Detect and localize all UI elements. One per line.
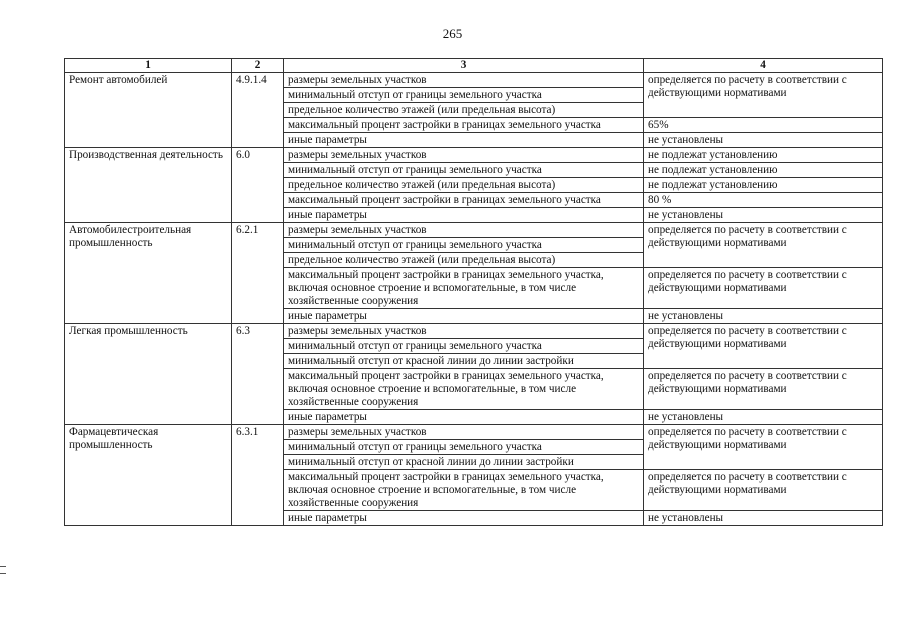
parameter-value: не подлежат установлению [644, 178, 883, 193]
parameter-value: 65% [644, 118, 883, 133]
parameter-name: минимальный отступ от границы земельного участка [284, 88, 644, 103]
parameter-value: 80 % [644, 193, 883, 208]
parameter-name: минимальный отступ от красной линии до линии застройки [284, 354, 644, 369]
parameter-name: иные параметры [284, 410, 644, 425]
parameter-name: размеры земельных участков [284, 73, 644, 88]
land-use-code: 6.3.1 [232, 425, 284, 526]
parameter-name: максимальный процент застройки в границах земельного участка, включая основное строение и вспомогательные, в том числе хозяйственные сооружения [284, 369, 644, 410]
parameter-value: не подлежат установлению [644, 148, 883, 163]
parameter-name: минимальный отступ от границы земельного участка [284, 339, 644, 354]
parameter-name: размеры земельных участков [284, 148, 644, 163]
column-header: 1 [65, 59, 232, 73]
parameter-value: не установлены [644, 309, 883, 324]
land-use-code: 6.3 [232, 324, 284, 425]
land-use-name: Производственная деятельность [65, 148, 232, 223]
table-row [65, 73, 883, 88]
parameter-name: предельное количество этажей (или предельная высота) [284, 103, 644, 118]
table-row [65, 425, 883, 440]
parameter-value: определяется по расчету в соответствии с действующими нормативами [644, 425, 883, 470]
parameter-value: не установлены [644, 410, 883, 425]
land-use-name: Фармацевтическая промышленность [65, 425, 232, 526]
column-header: 4 [644, 59, 883, 73]
parameter-name: иные параметры [284, 133, 644, 148]
table-row [65, 148, 883, 163]
parameter-value: определяется по расчету в соответствии с действующими нормативами [644, 470, 883, 511]
parameter-value: определяется по расчету в соответствии с действующими нормативами [644, 324, 883, 369]
parameter-name: максимальный процент застройки в границах земельного участка [284, 118, 644, 133]
parameter-value: определяется по расчету в соответствии с действующими нормативами [644, 369, 883, 410]
parameter-name: минимальный отступ от границы земельного участка [284, 238, 644, 253]
parameter-name: размеры земельных участков [284, 223, 644, 238]
parameter-name: иные параметры [284, 511, 644, 526]
land-use-name: Автомобилестроительная промышленность [65, 223, 232, 324]
parameter-name: максимальный процент застройки в границах земельного участка, включая основное строение и вспомогательные, в том числе хозяйственные сооружения [284, 470, 644, 511]
parameter-value: не установлены [644, 208, 883, 223]
parameter-name: иные параметры [284, 309, 644, 324]
parameter-name: размеры земельных участков [284, 324, 644, 339]
margin-mark [0, 566, 6, 574]
parameter-value: не подлежат установлению [644, 163, 883, 178]
column-header: 3 [284, 59, 644, 73]
table-row [65, 223, 883, 238]
parameter-name: предельное количество этажей (или предельная высота) [284, 178, 644, 193]
parameter-value: определяется по расчету в соответствии с действующими нормативами [644, 268, 883, 309]
land-use-name: Легкая промышленность [65, 324, 232, 425]
parameter-name: предельное количество этажей (или предельная высота) [284, 253, 644, 268]
parameter-value: не установлены [644, 133, 883, 148]
header-row [65, 59, 883, 73]
land-use-code: 6.2.1 [232, 223, 284, 324]
parameter-name: минимальный отступ от границы земельного участка [284, 440, 644, 455]
parameter-name: минимальный отступ от границы земельного участка [284, 163, 644, 178]
parameter-name: иные параметры [284, 208, 644, 223]
document-sheet [64, 58, 882, 526]
land-use-name: Ремонт автомобилей [65, 73, 232, 148]
zoning-parameters-table [64, 58, 883, 526]
land-use-code: 6.0 [232, 148, 284, 223]
page-number: 265 [442, 26, 463, 41]
land-use-code: 4.9.1.4 [232, 73, 284, 148]
parameter-value: не установлены [644, 511, 883, 526]
parameter-name: максимальный процент застройки в границах земельного участка, включая основное строение и вспомогательные, в том числе хозяйственные сооружения [284, 268, 644, 309]
parameter-name: размеры земельных участков [284, 425, 644, 440]
parameter-name: минимальный отступ от красной линии до линии застройки [284, 455, 644, 470]
column-header: 2 [232, 59, 284, 73]
parameter-value: определяется по расчету в соответствии с действующими нормативами [644, 223, 883, 268]
table-row [65, 324, 883, 339]
parameter-name: максимальный процент застройки в границах земельного участка [284, 193, 644, 208]
parameter-value: определяется по расчету в соответствии с действующими нормативами [644, 73, 883, 118]
